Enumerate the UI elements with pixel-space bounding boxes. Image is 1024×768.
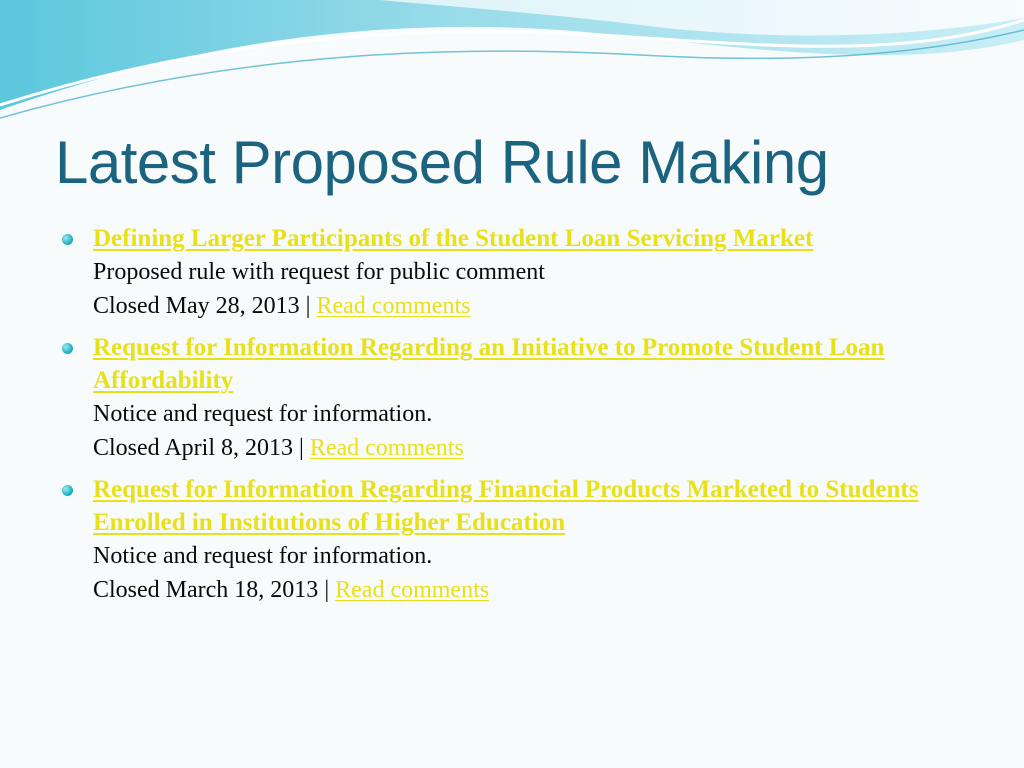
rule-title-link[interactable]: Defining Larger Participants of the Student Loan Servicing Market	[93, 225, 814, 252]
read-comments-link[interactable]: Read comments	[335, 577, 490, 603]
rule-status	[93, 431, 965, 465]
rule-title-link[interactable]: Request for Information Regarding Financial Products Marketed to Students Enrolled in Institutions of Higher Education	[93, 476, 919, 536]
closed-date: Closed April 8, 2013	[93, 435, 294, 461]
bullet-icon	[62, 485, 73, 496]
rule-description: Notice and request for information.	[93, 543, 433, 569]
list-item	[60, 222, 965, 323]
separator: |	[305, 293, 311, 319]
read-comments-link[interactable]: Read comments	[309, 435, 464, 461]
closed-date: Closed May 28, 2013	[93, 293, 300, 319]
separator: |	[324, 577, 330, 603]
closed-date: Closed March 18, 2013	[93, 577, 319, 603]
rule-status	[93, 573, 965, 607]
page-title: Latest Proposed Rule Making	[55, 129, 829, 196]
separator: |	[299, 435, 304, 461]
read-comments-link[interactable]: Read comments	[316, 293, 471, 319]
rule-description: Notice and request for information.	[93, 401, 433, 427]
bullet-icon	[62, 234, 73, 245]
rule-list	[60, 222, 965, 615]
rule-title-link[interactable]: Request for Information Regarding an Initiative to Promote Student Loan Affordability	[93, 334, 885, 394]
bullet-icon	[62, 343, 73, 354]
list-item	[60, 473, 965, 607]
rule-status	[93, 289, 965, 323]
list-item	[60, 331, 965, 465]
rule-description: Proposed rule with request for public comment	[93, 259, 545, 285]
header-wave-decoration	[0, 0, 1024, 130]
